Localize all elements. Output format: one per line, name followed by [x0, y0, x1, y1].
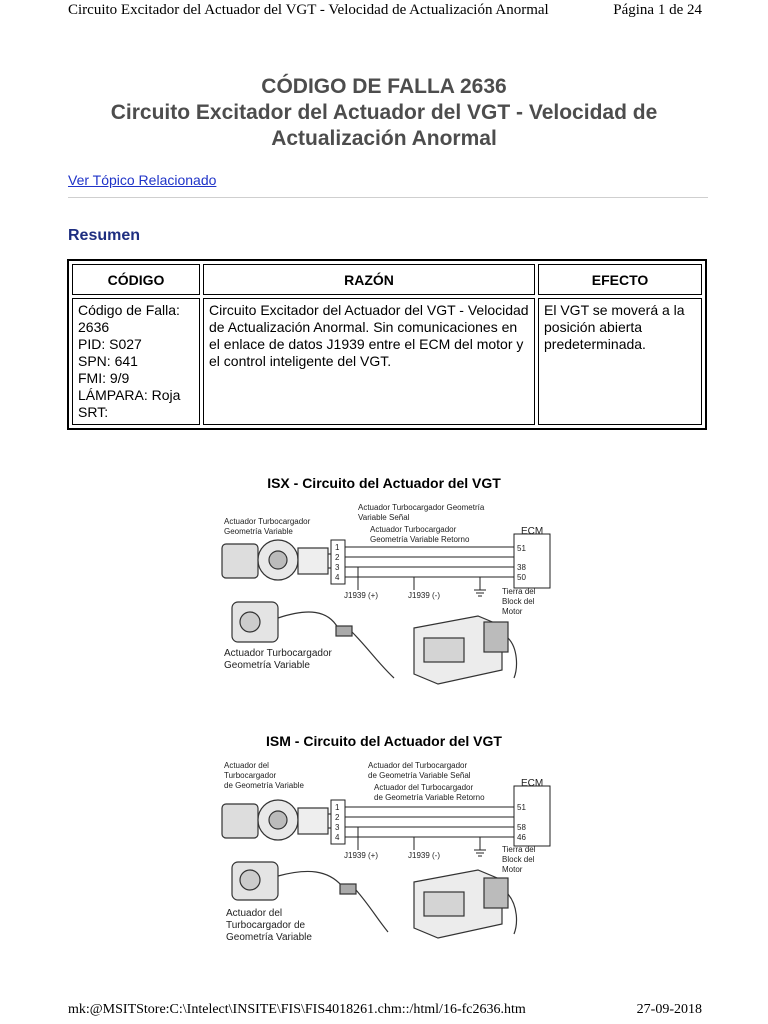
summary-table [67, 259, 707, 430]
ground-label: Motor [502, 865, 523, 874]
ground-icon [474, 850, 486, 856]
ecm-label: ECM [521, 526, 544, 537]
svg-text:Actuador del Turbocargador [374, 783, 474, 792]
label-actuator-bottom: Actuador Turbocargador [224, 648, 332, 659]
ground-label: Block del [502, 597, 535, 606]
razon-cell: Circuito Excitador del Actuador del VGT - Velocidad de Actualización Anormal. Sin comunicaciones en el enlace de datos J1939 entre el ECM del motor y el control inteligente del VGT. [203, 298, 535, 425]
svg-text:Actuador Turbocargador [224, 517, 311, 526]
wiring [345, 807, 514, 850]
label-return: de Geometría Variable Retorno [374, 793, 485, 802]
column-header-razon: RAZÓN [203, 264, 535, 295]
label-actuator-top: Actuador del [224, 761, 269, 770]
svg-text:Geometría Variable Retorno [370, 535, 470, 544]
codigo-cell [72, 298, 200, 425]
ground-label: Tierra del [502, 587, 536, 596]
ecm-module-icon [414, 616, 516, 684]
pin-label: 2 [335, 813, 340, 822]
column-header-efecto: EFECTO [538, 264, 702, 295]
pin-label: 4 [335, 573, 340, 582]
codigo-line: FMI: 9/9 [78, 370, 130, 386]
page-title [40, 74, 728, 152]
svg-text:Actuador Turbocargador Geometr [358, 503, 485, 512]
vgt-actuator-icon [222, 800, 340, 840]
label-actuator-top: Geometría Variable [224, 527, 293, 536]
codigo-line: 2636 [78, 319, 110, 335]
ground-label: Motor [502, 607, 523, 616]
codigo-line: SPN: 641 [78, 353, 138, 369]
page-header [0, 0, 768, 24]
ecm-label: ECM [521, 778, 544, 789]
pin-label: 4 [335, 833, 340, 842]
figure-title-isx: ISX - Circuito del Actuador del VGT [267, 475, 501, 491]
footer-source-path: mk:@MSITStore:C:\Intelect\INSITE\FIS\FIS4018261.chm::/html/16-fc2636.htm [68, 1002, 526, 1017]
isx-circuit-diagram [218, 498, 558, 688]
j1939-negative-label: J1939 (-) [408, 851, 441, 860]
ism-circuit-diagram [218, 756, 558, 946]
related-topic-link[interactable]: Ver Tópico Relacionado [68, 172, 217, 188]
label-return: Actuador Turbocargador [370, 525, 457, 534]
j1939-positive-label: J1939 (+) [344, 851, 379, 860]
column-header-codigo: CÓDIGO [72, 264, 200, 295]
fault-description-line2: Actualización Anormal [271, 127, 497, 150]
table-header-row [72, 264, 702, 295]
vgt-actuator-icon [222, 540, 340, 580]
ecm-pin-label: 46 [517, 833, 526, 842]
j1939-positive-label: J1939 (+) [344, 591, 379, 600]
label-signal: Variable Señal [358, 513, 410, 522]
codigo-line: LÁMPARA: Roja [78, 387, 181, 403]
wiring [345, 547, 514, 590]
divider [68, 197, 708, 198]
svg-text:de Geometría Variable [224, 781, 304, 790]
label-actuator-bottom: Geometría Variable [226, 932, 312, 943]
svg-text:Actuador del Turbocargador [368, 761, 468, 770]
label-return: Actuador del Turbocargador [374, 783, 474, 792]
pin-label: 2 [335, 553, 340, 562]
label-return: Geometría Variable Retorno [370, 535, 470, 544]
ground-icon [474, 590, 486, 596]
fault-description-line1: Circuito Excitador del Actuador del VGT - Velocidad de [110, 101, 658, 124]
svg-text:Geometría Variable [224, 527, 293, 536]
codigo-line: Código de Falla: [78, 302, 180, 318]
ecm-module-icon [414, 870, 516, 938]
ecm-pin-label: 51 [517, 544, 526, 553]
summary-heading: Resumen [68, 227, 141, 244]
j1939-negative-label: J1939 (-) [408, 591, 441, 600]
ground-label: Tierra del [502, 845, 536, 854]
footer-date: 27-09-2018 [636, 1002, 702, 1017]
label-actuator-top: Actuador Turbocargador [224, 517, 311, 526]
svg-text:Turbocargador [224, 771, 277, 780]
label-actuator-top: Turbocargador [224, 771, 277, 780]
ground-label: Block del [502, 855, 535, 864]
label-signal: Actuador Turbocargador Geometría [358, 503, 485, 512]
label-signal: de Geometría Variable Señal [368, 771, 471, 780]
codigo-line: PID: S027 [78, 336, 142, 352]
ecm-pin-label: 58 [517, 823, 526, 832]
label-actuator-bottom: Turbocargador de [226, 920, 306, 931]
header-title: Circuito Excitador del Actuador del VGT - Velocidad de Actualización Anormal [68, 2, 549, 18]
pin-label: 3 [335, 823, 340, 832]
ecm-pin-label: 51 [517, 803, 526, 812]
page-number: Página 1 de 24 [613, 2, 702, 18]
label-actuator-top: de Geometría Variable [224, 781, 304, 790]
figure-title-ism: ISM - Circuito del Actuador del VGT [266, 733, 502, 749]
table-row [72, 298, 702, 425]
codigo-line: SRT: [78, 404, 109, 420]
fault-code-title: CÓDIGO DE FALLA 2636 [261, 75, 507, 98]
svg-text:de Geometría Variable Retorno [374, 793, 485, 802]
pin-label: 3 [335, 563, 340, 572]
label-signal: Actuador del Turbocargador [368, 761, 468, 770]
svg-text:Actuador Turbocargador [370, 525, 457, 534]
svg-text:Actuador del [224, 761, 269, 770]
svg-text:Variable Señal [358, 513, 410, 522]
pin-label: 1 [335, 543, 340, 552]
pin-label: 1 [335, 803, 340, 812]
efecto-cell: El VGT se moverá a la posición abierta predeterminada. [538, 298, 702, 425]
ecm-pin-label: 38 [517, 563, 526, 572]
svg-text:de Geometría Variable Señal [368, 771, 471, 780]
label-actuator-bottom: Actuador del [226, 908, 283, 919]
ecm-pin-label: 50 [517, 573, 526, 582]
label-actuator-bottom: Geometría Variable [224, 660, 310, 671]
